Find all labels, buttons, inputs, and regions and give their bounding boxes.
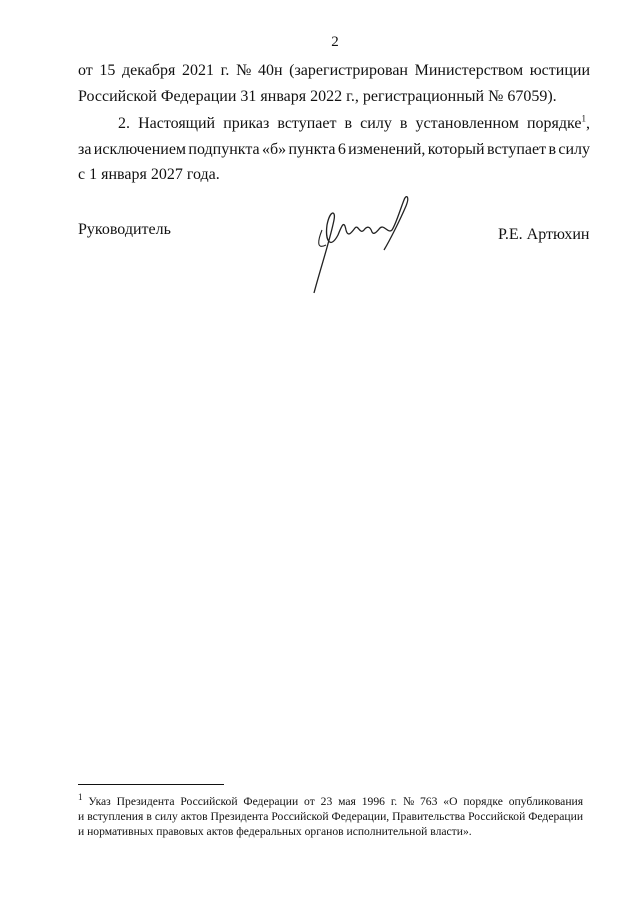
footnote-line-1: [78, 794, 583, 809]
body-line-4-text: за исключением подпункта «б» пункта 6 изменений, который вступает в силу: [78, 141, 591, 158]
signatory-position: Руководитель: [78, 221, 171, 238]
footnote-line-2: [78, 809, 583, 824]
body-line-1: [78, 61, 590, 81]
footnote-line-2-text: и вступления в силу актов Президента Российской Федерации, Правительства Российской Федерации: [78, 810, 584, 823]
footnote-text-1: Указ Президента Российской Федерации от 23 мая 1996 г. № 763 «О порядке опубликования: [88, 795, 584, 808]
body-line-2: Российской Федерации 31 января 2022 г., регистрационный № 67059).: [78, 88, 557, 105]
footnote-reference[interactable]: 1: [581, 113, 586, 124]
handwritten-signature: [300, 190, 420, 300]
signatory-name: Р.Е. Артюхин: [498, 226, 590, 243]
footnote-line-3: и нормативных правовых актов федеральных органов исполнительной власти».: [78, 825, 472, 838]
footnote-marker: 1: [78, 792, 83, 803]
body-line-5: с 1 января 2027 года.: [78, 166, 220, 183]
footnote-ref-comma: ,: [585, 115, 590, 132]
page-number: 2: [331, 34, 339, 50]
paragraph-2-text: 2. Настоящий приказ вступает в силу в установленном порядке: [118, 115, 582, 132]
body-line-4: [78, 140, 590, 160]
body-line-3: [118, 114, 590, 134]
footnote-separator: [78, 784, 224, 785]
body-line-3-text: [118, 114, 590, 134]
body-line-1-text: от 15 декабря 2021 г. № 40н (зарегистрирован Министерством юстиции: [78, 62, 591, 79]
footnote-line-1-text: [78, 794, 583, 809]
